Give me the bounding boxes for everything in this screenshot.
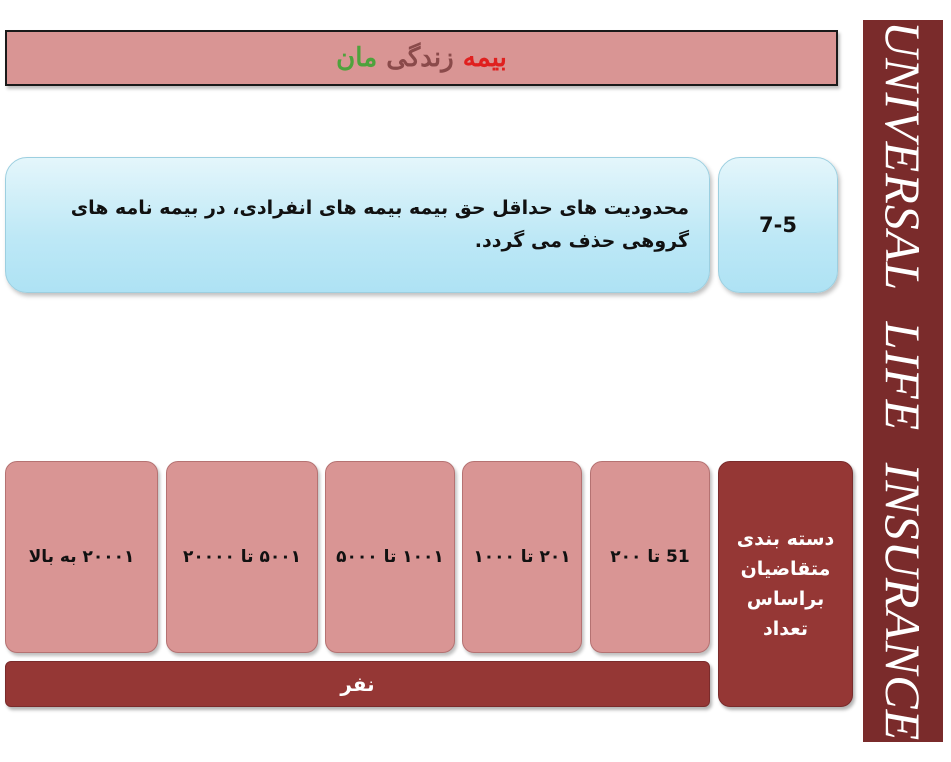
unit-bar <box>5 661 710 707</box>
range-label: ۲۰۰۰۱ به بالا <box>28 547 135 567</box>
item-description: محدودیت های حداقل حق بیمه بیمه های انفرادی، در بیمه نامه های گروهی حذف می گردد. <box>70 197 689 252</box>
page-title <box>336 43 507 73</box>
side-banner-text: UNIVERSAL LIFE INSURANCE <box>875 20 931 742</box>
range-box-2 <box>462 461 582 653</box>
title-bar <box>5 30 838 86</box>
range-label: ۱۰۰۱ تا ۵۰۰۰ <box>336 547 444 567</box>
range-box-3 <box>325 461 455 653</box>
range-label: ۲۰۱ تا ۱۰۰۰ <box>473 547 571 567</box>
range-box-5 <box>5 461 158 653</box>
range-label: 51 تا ۲۰۰ <box>610 547 690 567</box>
category-label: دسته بندی متقاضیان براساس تعداد <box>736 528 835 640</box>
category-box <box>718 461 853 707</box>
item-number-box <box>718 157 838 293</box>
title-word-2: زندگی <box>386 43 454 73</box>
range-label: ۵۰۰۱ تا ۲۰۰۰۰ <box>182 547 301 567</box>
range-box-4 <box>166 461 318 653</box>
unit-label: نفر <box>340 672 375 696</box>
side-banner <box>863 20 943 742</box>
item-description-box <box>5 157 710 293</box>
item-number: 7-5 <box>759 213 797 237</box>
range-box-1 <box>590 461 710 653</box>
title-word-1: بیمه <box>462 43 507 73</box>
title-word-3: مان <box>336 43 378 73</box>
